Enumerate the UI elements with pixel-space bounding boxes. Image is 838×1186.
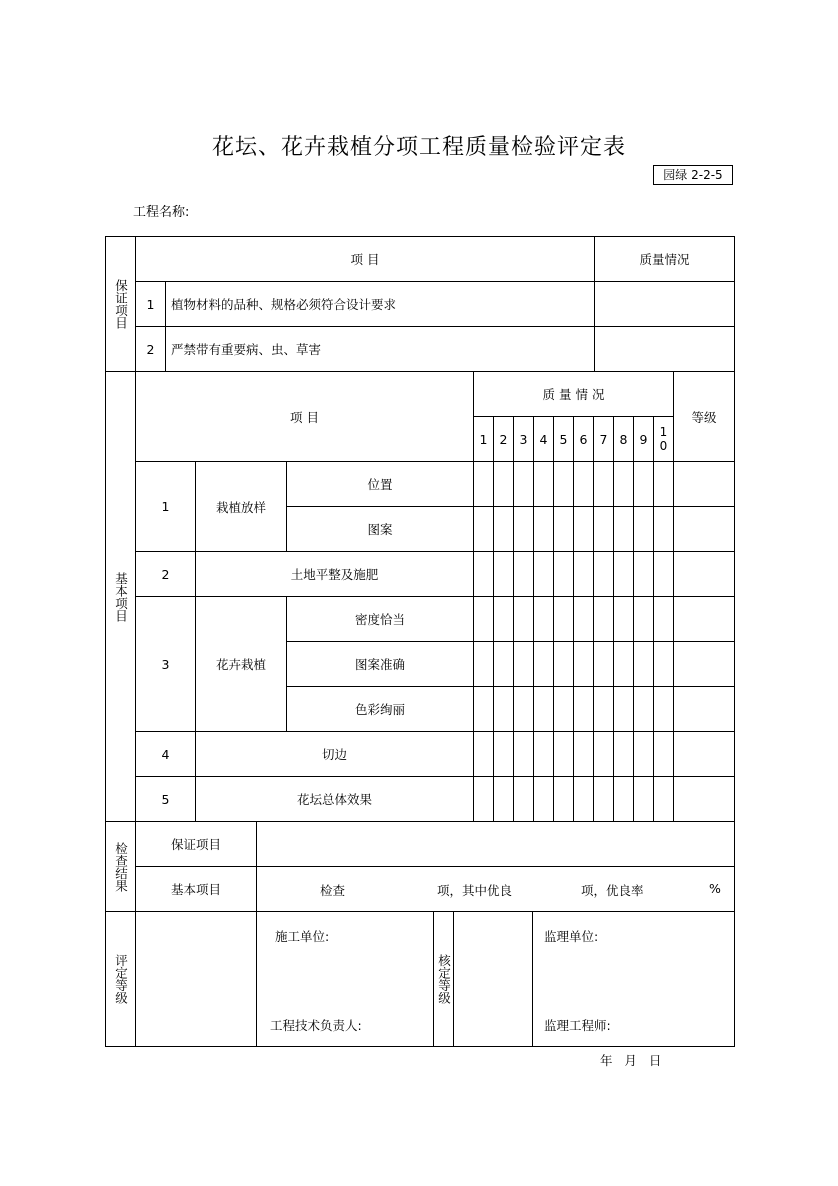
quality-check-cell: [513, 551, 534, 597]
quality-column-header-text: 6: [579, 431, 588, 447]
quality-check-cell: [573, 686, 594, 732]
basic-header-item-text: 项 目: [290, 409, 319, 425]
basic-header-quality-text: 质 量 情 况: [542, 387, 605, 402]
quality-check-cell: [493, 731, 514, 777]
quality-check-cell: [653, 776, 674, 822]
quality-column-header-text: 1: [479, 431, 488, 447]
check-section-label-text: 检查结果: [113, 841, 129, 892]
item-number: [135, 461, 196, 552]
quality-column-header: [513, 416, 534, 462]
grade-cell: [673, 551, 735, 597]
guarantee-row-text-text: 植物材料的品种、规格必须符合设计要求: [171, 297, 397, 312]
quality-check-cell: [653, 641, 674, 687]
quality-column-header: [593, 416, 614, 462]
quality-check-cell: [573, 551, 594, 597]
quality-check-cell: [533, 596, 554, 642]
quality-check-cell: [493, 686, 514, 732]
quality-column-header: [553, 416, 574, 462]
quality-check-cell: [593, 731, 614, 777]
excellent-text: 项，其中优良: [437, 883, 513, 898]
quality-check-cell: [593, 461, 614, 507]
quality-check-cell: [593, 776, 614, 822]
quality-check-cell: [633, 551, 654, 597]
guarantee-section-label: [105, 236, 136, 372]
item-number-text: 1: [161, 499, 170, 514]
item-number-text: 3: [161, 656, 170, 672]
quality-check-cell: [513, 461, 534, 507]
guarantee-row-number-text: 1: [146, 296, 155, 312]
rating-section-label: [105, 911, 136, 1047]
quality-check-cell: [473, 776, 494, 822]
quality-check-cell: [513, 686, 534, 732]
quality-column-header-text: 2: [499, 431, 508, 447]
quality-check-cell: [633, 686, 654, 732]
quality-check-cell: [633, 506, 654, 552]
quality-check-cell: [653, 461, 674, 507]
rating-value: [135, 911, 257, 1047]
check-section-label: [105, 821, 136, 912]
item-name: [195, 776, 474, 822]
quality-check-cell: [473, 551, 494, 597]
quality-column-header: [573, 416, 594, 462]
grade-cell: [673, 686, 735, 732]
item-number-text: 2: [161, 566, 170, 582]
quality-check-cell: [653, 731, 674, 777]
sub-item-text: 图案: [367, 522, 393, 537]
item-name-text: 栽植放样: [215, 499, 266, 515]
sub-item-text: 图案准确: [354, 657, 405, 672]
verify-grade-label: [433, 911, 454, 1047]
quality-check-cell: [633, 731, 654, 777]
quality-check-cell: [513, 641, 534, 687]
guarantee-row-number-text: 2: [146, 341, 155, 357]
quality-column-header-text: 5: [559, 431, 568, 447]
guarantee-header-item: [135, 236, 595, 282]
item-number: [135, 731, 196, 777]
item-number-text: 5: [161, 791, 170, 807]
quality-check-cell: [613, 506, 634, 552]
quality-check-cell: [493, 506, 514, 552]
grade-cell: [673, 641, 735, 687]
item-name: [195, 731, 474, 777]
check-basic-label-text: 基本项目: [170, 882, 221, 897]
quality-check-cell: [593, 686, 614, 732]
quality-check-cell: [533, 551, 554, 597]
percent-text: %: [709, 881, 721, 896]
guarantee-row-number: [135, 281, 166, 327]
sub-item: [286, 506, 474, 552]
sub-item-text: 位置: [367, 477, 393, 492]
quality-check-cell: [593, 596, 614, 642]
item-name-text: 花坛总体效果: [296, 792, 372, 807]
quality-check-cell: [473, 686, 494, 732]
basic-section-label: [105, 371, 136, 822]
quality-column-header: [653, 416, 674, 462]
quality-check-cell: [573, 596, 594, 642]
sub-item: [286, 596, 474, 642]
quality-column-header-text: 4: [539, 431, 548, 447]
quality-check-cell: [653, 686, 674, 732]
check-guarantee-label-text: 保证项目: [170, 837, 221, 852]
quality-column-header: [633, 416, 654, 462]
item-name-text: 土地平整及施肥: [290, 567, 379, 582]
quality-column-header-text: 8: [619, 431, 628, 447]
check-text: 检查: [320, 883, 346, 898]
grade-cell: [673, 596, 735, 642]
supervisor-unit-label: 监理单位:: [544, 929, 599, 944]
guarantee-row-quality: [594, 281, 735, 327]
quality-check-cell: [573, 506, 594, 552]
grade-cell: [673, 461, 735, 507]
basic-header-item: [135, 371, 474, 462]
item-name: [195, 551, 474, 597]
quality-check-cell: [613, 641, 634, 687]
sub-item-text: 色彩绚丽: [354, 702, 405, 717]
guarantee-header-item-text: 项 目: [350, 252, 380, 267]
supervisor-engineer-label: 监理工程师:: [544, 1018, 611, 1033]
item-name-text: 花卉栽植: [215, 657, 266, 672]
grade-cell: [673, 731, 735, 777]
guarantee-row-text-text: 严禁带有重要病、虫、草害: [171, 342, 322, 357]
verify-grade-value: [453, 911, 533, 1047]
quality-check-cell: [633, 461, 654, 507]
quality-column-header: [473, 416, 494, 462]
basic-section-label-text: 基本项目: [113, 571, 129, 622]
basic-header-grade: [673, 371, 735, 462]
quality-check-cell: [473, 506, 494, 552]
item-name-text: 切边: [321, 747, 347, 762]
rating-section-label-text: 评定等级: [113, 954, 129, 1004]
quality-check-cell: [493, 461, 514, 507]
check-guarantee-value: [256, 821, 735, 867]
quality-check-cell: [593, 506, 614, 552]
verify-grade-label-text: 核定等级: [436, 954, 452, 1004]
quality-check-cell: [473, 641, 494, 687]
sub-item: [286, 686, 474, 732]
quality-check-cell: [633, 776, 654, 822]
project-name-label: 工程名称:: [133, 205, 190, 220]
quality-column-header-text: 10: [656, 425, 671, 453]
quality-check-cell: [493, 551, 514, 597]
guarantee-row-number: [135, 326, 166, 372]
check-basic-label: [135, 866, 257, 912]
quality-check-cell: [553, 461, 574, 507]
guarantee-row-text: [165, 281, 595, 327]
page-title: 花坛、花卉栽植分项工程质量检验评定表: [211, 135, 626, 160]
sub-item: [286, 641, 474, 687]
date-label: 年 月 日: [600, 1053, 662, 1068]
quality-check-cell: [573, 461, 594, 507]
item-name: [195, 596, 287, 732]
guarantee-row-text: [165, 326, 595, 372]
form-code: 园绿 2-2-5: [653, 165, 733, 185]
quality-check-cell: [473, 596, 494, 642]
quality-check-cell: [613, 461, 634, 507]
quality-check-cell: [513, 506, 534, 552]
quality-check-cell: [593, 641, 614, 687]
quality-check-cell: [533, 641, 554, 687]
quality-check-cell: [573, 776, 594, 822]
quality-check-cell: [533, 506, 554, 552]
quality-check-cell: [553, 731, 574, 777]
quality-check-cell: [493, 596, 514, 642]
basic-header-quality: [473, 371, 674, 417]
quality-check-cell: [533, 686, 554, 732]
quality-column-header-text: 7: [599, 431, 608, 447]
sub-item: [286, 461, 474, 507]
grade-cell: [673, 776, 735, 822]
quality-check-cell: [513, 596, 534, 642]
quality-column-header-text: 9: [639, 431, 648, 447]
sub-item-text: 密度恰当: [354, 612, 405, 627]
item-number: [135, 551, 196, 597]
quality-check-cell: [553, 776, 574, 822]
quality-check-cell: [533, 731, 554, 777]
quality-check-cell: [553, 506, 574, 552]
guarantee-header-quality: [594, 236, 735, 282]
quality-check-cell: [513, 776, 534, 822]
grade-cell: [673, 506, 735, 552]
quality-check-cell: [533, 776, 554, 822]
quality-check-cell: [473, 731, 494, 777]
quality-check-cell: [553, 551, 574, 597]
rate-text: 项，优良率: [581, 883, 644, 898]
quality-check-cell: [613, 596, 634, 642]
quality-check-cell: [573, 731, 594, 777]
guarantee-row-quality: [594, 326, 735, 372]
quality-check-cell: [613, 776, 634, 822]
quality-check-cell: [553, 641, 574, 687]
quality-column-header: [533, 416, 554, 462]
item-number-text: 4: [161, 746, 170, 762]
quality-column-header: [493, 416, 514, 462]
quality-check-cell: [613, 686, 634, 732]
quality-check-cell: [473, 461, 494, 507]
quality-check-cell: [493, 641, 514, 687]
quality-check-cell: [613, 731, 634, 777]
quality-check-cell: [513, 731, 534, 777]
quality-check-cell: [653, 506, 674, 552]
constructor-label: 施工单位:: [275, 929, 330, 944]
quality-column-header: [613, 416, 634, 462]
quality-check-cell: [633, 641, 654, 687]
quality-check-cell: [653, 596, 674, 642]
guarantee-header-quality-text: 质量情况: [639, 252, 690, 267]
quality-check-cell: [533, 461, 554, 507]
quality-column-header-text: 3: [519, 431, 528, 447]
quality-check-cell: [553, 686, 574, 732]
quality-check-cell: [593, 551, 614, 597]
quality-check-cell: [613, 551, 634, 597]
item-name: [195, 461, 287, 552]
quality-check-cell: [553, 596, 574, 642]
basic-header-grade-text: 等级: [691, 409, 717, 425]
quality-check-cell: [573, 641, 594, 687]
quality-check-cell: [633, 596, 654, 642]
item-number: [135, 776, 196, 822]
tech-lead-label: 工程技术负责人:: [270, 1018, 362, 1033]
check-guarantee-label: [135, 821, 257, 867]
quality-check-cell: [653, 551, 674, 597]
quality-check-cell: [493, 776, 514, 822]
item-number: [135, 596, 196, 732]
guarantee-section-label-text: 保证项目: [113, 279, 129, 329]
